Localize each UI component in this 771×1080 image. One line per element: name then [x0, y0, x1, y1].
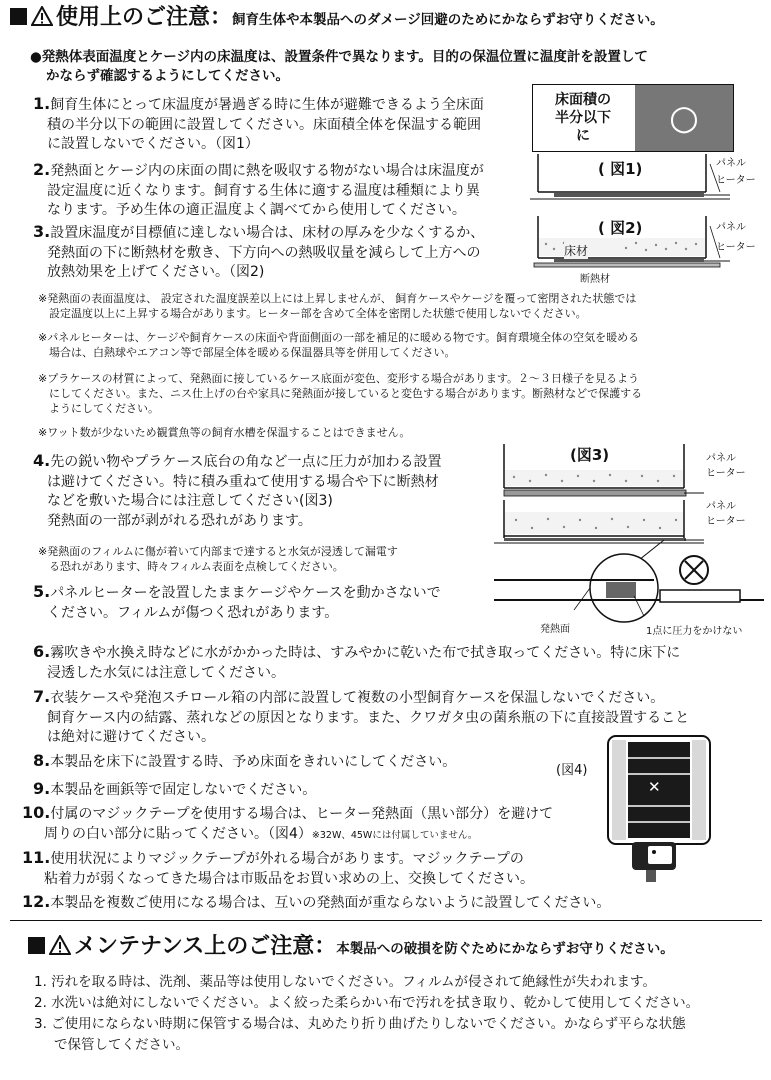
note-5	[38, 544, 488, 574]
note-text: ようにしてください。	[49, 402, 159, 415]
note-text: ※プラケースの材質によって、発熱面に接しているケース底面が変色、変形する場合があります。２～３日様子を見るよう	[38, 372, 640, 385]
item-number: 1.	[33, 94, 51, 113]
note-text: ※発熱面のフィルムに傷が着いて内部まで達すると水気が浸透して漏電す	[38, 545, 398, 558]
note-text: ※発熱面の表面温度は、 設定された温度誤差以上には上昇しませんが、 飼育ケースやケージを覆って密閉された状態では	[38, 292, 637, 305]
item-text: 設定温度に近くなります。飼育する生体に適する温度は種類により異	[47, 182, 480, 199]
maintenance-title-text: メンテナンス上のご注意：	[74, 934, 337, 959]
square-bullet-icon	[10, 8, 27, 25]
figure-1-title: ( 図1)	[598, 160, 643, 178]
maintenance-item-1: 1. 汚れを取る時は、洗剤、薬品等は使用しないでください。フィルムが侵されて絶縁性が失われます。	[34, 974, 656, 990]
maintenance-list	[34, 972, 764, 1056]
item-11	[22, 848, 602, 889]
item-text: 積の半分以下の範囲に設置してください。床面積全体を保温する範囲	[47, 116, 481, 133]
note-1	[38, 291, 760, 321]
figure-4-heater-image	[604, 734, 714, 884]
item-9	[33, 779, 553, 801]
floor-area-figure	[532, 84, 734, 152]
item-number: 2.	[33, 160, 51, 179]
item-text: 発熱面の一部が剥がれる恐れがあります。	[47, 512, 312, 529]
figure-3-title: (図3)	[570, 446, 610, 464]
usage-intro-line2: かならず確認するようにしてください。	[46, 68, 289, 84]
usage-intro-line1: ●発熱体表面温度とケージ内の床温度は、設置条件で異なります。目的の保温位置に温度計を設置して	[30, 49, 648, 65]
item-3	[33, 222, 523, 283]
heater-label: ヒーター	[706, 468, 746, 479]
item-number: 4.	[33, 451, 51, 470]
item-text: 飼育生体にとって床温度が暑過ぎる時に生体が避難できるよう全床面	[50, 97, 484, 113]
floor-area-label: に	[576, 128, 590, 144]
item-number: 12.	[22, 892, 51, 911]
item-number: 10.	[22, 803, 51, 822]
note-text: る恐れがあります、時々フィルム表面を点検してください。	[49, 560, 344, 573]
maintenance-subtitle: 本製品への破損を防ぐためにかならずお守りください。	[336, 941, 674, 957]
floor-area-label: 半分以下	[555, 110, 611, 126]
item-text: 設置床温度が目標値に達しない場合は、床材の厚みを少なくするか、	[50, 225, 485, 241]
heating-surface-label: 発熱面	[540, 624, 570, 635]
item-text: 霧吹きや水換え時などに水がかかった時は、すみやかに乾いた布で拭き取ってください。特に床下に	[50, 645, 681, 661]
maintenance-item-3-cont: で保管してください。	[54, 1037, 189, 1053]
insulation-label: 断熱材	[580, 274, 610, 285]
item-text: は絶対に避けてください。	[47, 729, 215, 745]
item-5	[33, 582, 493, 623]
usage-subtitle: 飼育生体や本製品へのダメージ回避のためにかならずお守りください。	[232, 12, 664, 28]
panel-label: パネル	[716, 222, 746, 233]
item-number: 7.	[33, 687, 51, 706]
heater-label: ヒーター	[716, 242, 756, 253]
note-text: 設定温度以上に上昇する場合があります。ヒーター部を含めて全体を密閉した状態で使用しないでください。	[49, 307, 587, 320]
note-4: ※ワット数が少ないため観賞魚等の飼育水槽を保温することはできません。	[38, 426, 411, 439]
item-text: 粘着力が弱くなってきた場合は市販品をお買い求めの上、交換してください。	[44, 870, 534, 887]
item-text: 放熱効果を上げてください。（図2)	[47, 264, 265, 280]
figure-4-x-mark: ✕	[648, 778, 661, 796]
item-text: なります。予め生体の適正温度よく調べてから使用してください。	[47, 202, 466, 218]
item-text: パネルヒーターを設置したままケージやケースを動かさないで	[50, 585, 441, 601]
item-text: 本製品を複数ご使用になる場合は、互いの発熱面が重ならないように設置してください。	[50, 895, 611, 911]
item-text: 使用状況によりマジックテープが外れる場合があります。マジックテープの	[50, 851, 524, 867]
item-text: 先の鋭い物やプラケース底台の角など一点に圧力が加わる設置	[50, 454, 442, 470]
item-6	[33, 642, 763, 683]
item-text: 本製品を画鋲等で固定しないでください。	[50, 782, 317, 798]
note-2	[38, 330, 760, 360]
maintenance-item-3: 3. ご使用にならない時期に保管する場合は、丸めたり折り曲げたりしないでください。かならず平らな状態	[34, 1016, 686, 1032]
item-4	[33, 451, 493, 531]
one-point-warning-label: 1点に圧力をかけない	[646, 626, 743, 637]
item-12	[22, 892, 762, 914]
item-text: などを敷いた場合には注意してください(図3)	[47, 493, 333, 509]
item-number: 9.	[33, 779, 51, 798]
item-text: ください。フィルムが傷つく恐れがあります。	[47, 604, 339, 621]
maintenance-item-2: 2. 水洗いは絶対にしないでください。よく絞った柔らかい布で汚れを拭き取り、乾かして使用してください。	[34, 995, 700, 1011]
figure-2-title: ( 図2)	[598, 219, 643, 237]
item-note: ※32W、45Wには付属していません。	[311, 829, 478, 841]
item-number: 3.	[33, 222, 51, 241]
panel-label: パネル	[706, 453, 736, 464]
usage-title-text: 使用上のご注意：	[56, 5, 233, 30]
heater-label: ヒーター	[716, 175, 756, 186]
item-text: 発熱面とケージ内の床面の間に熱を吸収する物がない場合は床温度が	[50, 163, 484, 179]
item-number: 5.	[33, 582, 51, 601]
heater-label: ヒーター	[706, 516, 746, 527]
note-3	[38, 371, 760, 416]
item-text: 発熱面の下に断熱材を敷き、下方向への熱吸収量を減らして上方への	[47, 244, 481, 261]
item-number: 8.	[33, 751, 51, 770]
item-1	[33, 94, 523, 155]
panel-label: パネル	[706, 501, 736, 512]
item-8	[33, 751, 553, 773]
ok-circle-icon: ○	[669, 98, 699, 138]
note-text: 場合は、白熱球やエアコン等で部屋全体を暖める保温器具等を併用してください。	[49, 346, 456, 359]
item-text: 付属のマジックテープを使用する場合は、ヒーター発熱面（黒い部分）を避けて	[50, 806, 554, 822]
usage-section-title	[10, 4, 664, 34]
floor-material-label: 床材	[564, 244, 589, 258]
item-text: 本製品を床下に設置する時、予め床面をきれいにしてください。	[50, 754, 457, 770]
item-number: 11.	[22, 848, 51, 867]
maintenance-section-title	[28, 933, 674, 963]
warning-icon	[31, 6, 53, 26]
square-bullet-icon	[28, 937, 45, 954]
floor-area-label: 床面積の	[555, 92, 611, 108]
section-divider	[10, 920, 762, 921]
item-text: 衣装ケースや発泡スチロール箱の内部に設置して複数の小型飼育ケースを保温しないでください。	[50, 690, 665, 706]
note-text: ※パネルヒーターは、ケージや飼育ケースの床面や背面側面の一部を補足的に暖める物です。飼育環境全体の空気を暖める	[38, 331, 640, 344]
warning-icon	[49, 935, 71, 955]
item-text: 浸透した水気には注意してください。	[47, 664, 285, 681]
item-10	[22, 803, 602, 845]
panel-label: パネル	[716, 158, 746, 169]
item-text: は避けてください。特に積み重ねて使用する場合や下に断熱材	[47, 473, 439, 490]
item-text: に設置しないでください。（図1）	[47, 136, 259, 152]
item-number: 6.	[33, 642, 51, 661]
item-text: 飼育ケース内の結露、蒸れなどの原因となります。また、クワガタ虫の菌糸瓶の下に直接設置すること	[47, 709, 690, 726]
note-text: にしてください。また、ニス仕上げの台や家具に発熱面が接していると変色する場合があります。断熱材などで保護する	[49, 387, 643, 400]
item-2	[33, 160, 523, 221]
item-text: 周りの白い部分に貼ってください。（図4）	[44, 825, 312, 842]
figure-4-title: (図4)	[556, 763, 588, 778]
